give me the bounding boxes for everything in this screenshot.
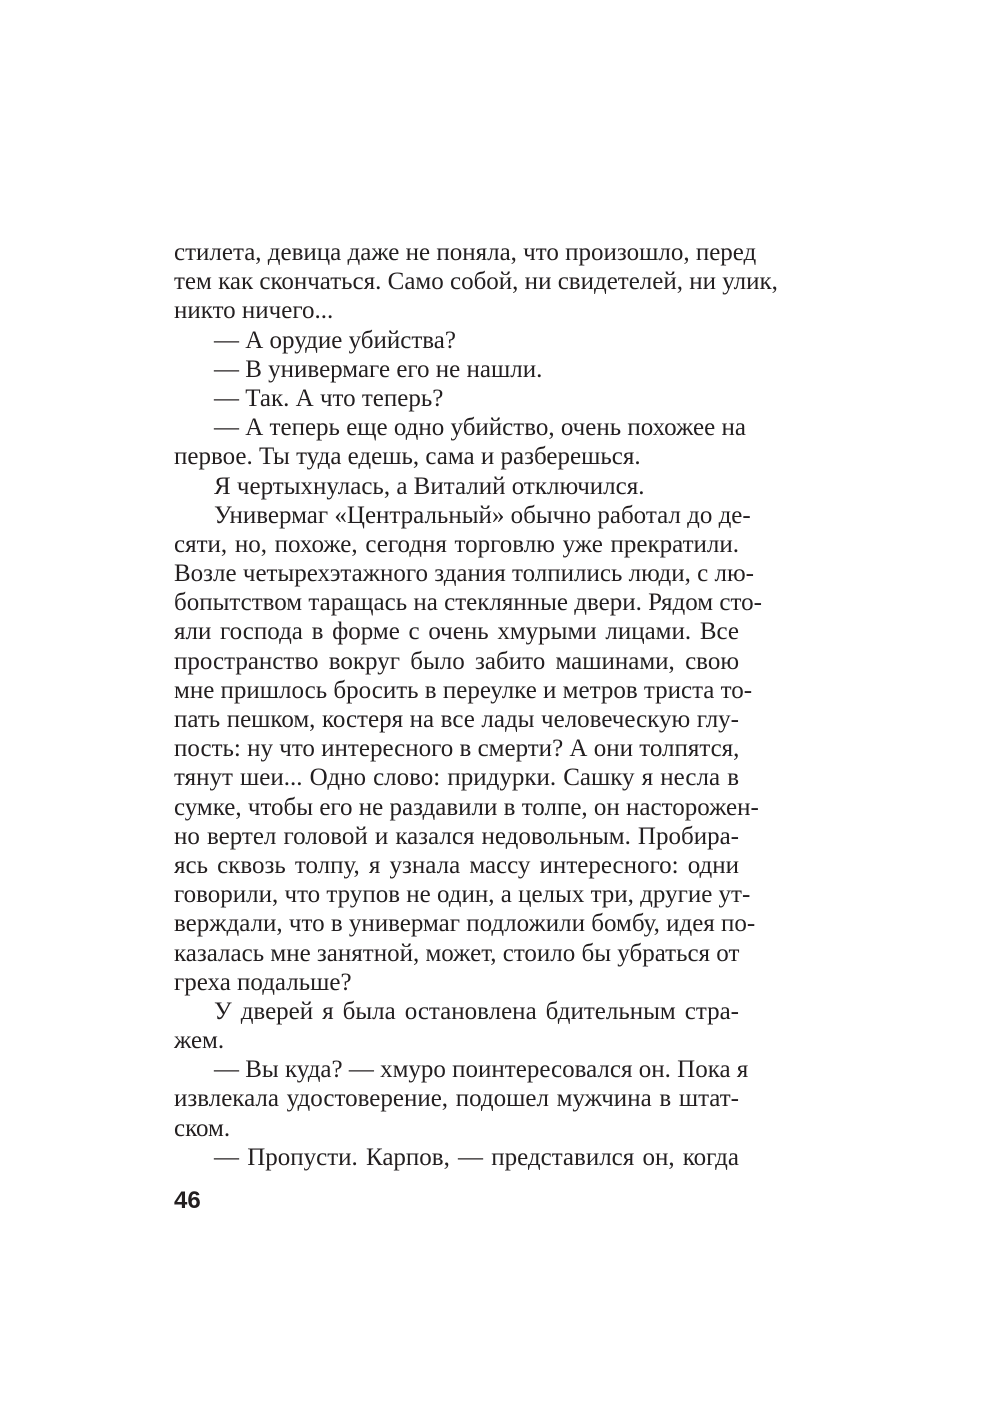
text-line: У дверей я была остановлена бдительным стра-	[214, 997, 739, 1025]
text-line: извлекала удостоверение, подошел мужчина в штат-	[174, 1085, 739, 1113]
text-line: яли господа в форме с очень хмурыми лицами. Все	[174, 618, 739, 646]
text-line: но вертел головой и казался недовольным. Пробира-	[174, 822, 739, 850]
text-line: пость: ну что интересного в смерти? А они толпятся,	[174, 735, 740, 763]
text-line: ском.	[174, 1114, 231, 1142]
text-line: говорили, что трупов не один, а целых три, другие ут-	[174, 881, 751, 909]
text-line: — А орудие убийства?	[214, 326, 456, 354]
text-line: стилета, девица даже не поняла, что произошло, перед	[174, 239, 757, 266]
text-line: бопытством таращась на стеклянные двери. Рядом сто-	[174, 589, 762, 617]
text-line: — А теперь еще одно убийство, очень похожее на	[214, 414, 746, 442]
text-line: сяти, но, похоже, сегодня торговлю уже прекратили.	[174, 530, 739, 558]
text-line: первое. Ты туда едешь, сама и разберешься.	[174, 443, 641, 471]
text-line: — Пропусти. Карпов, — представился он, когда	[214, 1143, 739, 1171]
page-number: 46	[174, 1187, 201, 1214]
text-line: ясь сквозь толпу, я узнала массу интересного: одни	[174, 851, 739, 879]
text-line: мне пришлось бросить в переулке и метров триста то-	[174, 676, 753, 704]
text-line: Универмаг «Центральный» обычно работал до де-	[214, 501, 751, 529]
text-line: пространство вокруг было забито машинами, свою	[174, 647, 739, 675]
text-line: никто ничего...	[174, 297, 334, 325]
text-line: тянут шеи... Одно слово: придурки. Сашку я несла в	[174, 764, 739, 792]
text-line: пать пешком, костеря на все лады человеческую глу-	[174, 706, 739, 733]
text-line: сумке, чтобы его не раздавили в толпе, он насторожен-	[174, 793, 759, 821]
text-line: — Так. А что теперь?	[214, 384, 444, 412]
text-line: тем как скончаться. Само собой, ни свидетелей, ни улик,	[174, 268, 778, 296]
text-line: Возле четырехэтажного здания толпились люди, с лю-	[174, 560, 754, 588]
text-line: греха подальше?	[174, 968, 352, 996]
text-line: — В универмаге его не нашли.	[214, 355, 543, 383]
text-line: Я чертыхнулась, а Виталий отключился.	[214, 472, 645, 500]
body-text	[174, 238, 778, 1172]
text-line: верждали, что в универмаг подложили бомбу, идея по-	[174, 910, 756, 938]
text-line: жем.	[174, 1027, 225, 1055]
text-line: казалась мне занятной, может, стоило бы убраться от	[174, 939, 740, 967]
text-line: — Вы куда? — хмуро поинтересовался он. Пока я	[214, 1056, 749, 1084]
